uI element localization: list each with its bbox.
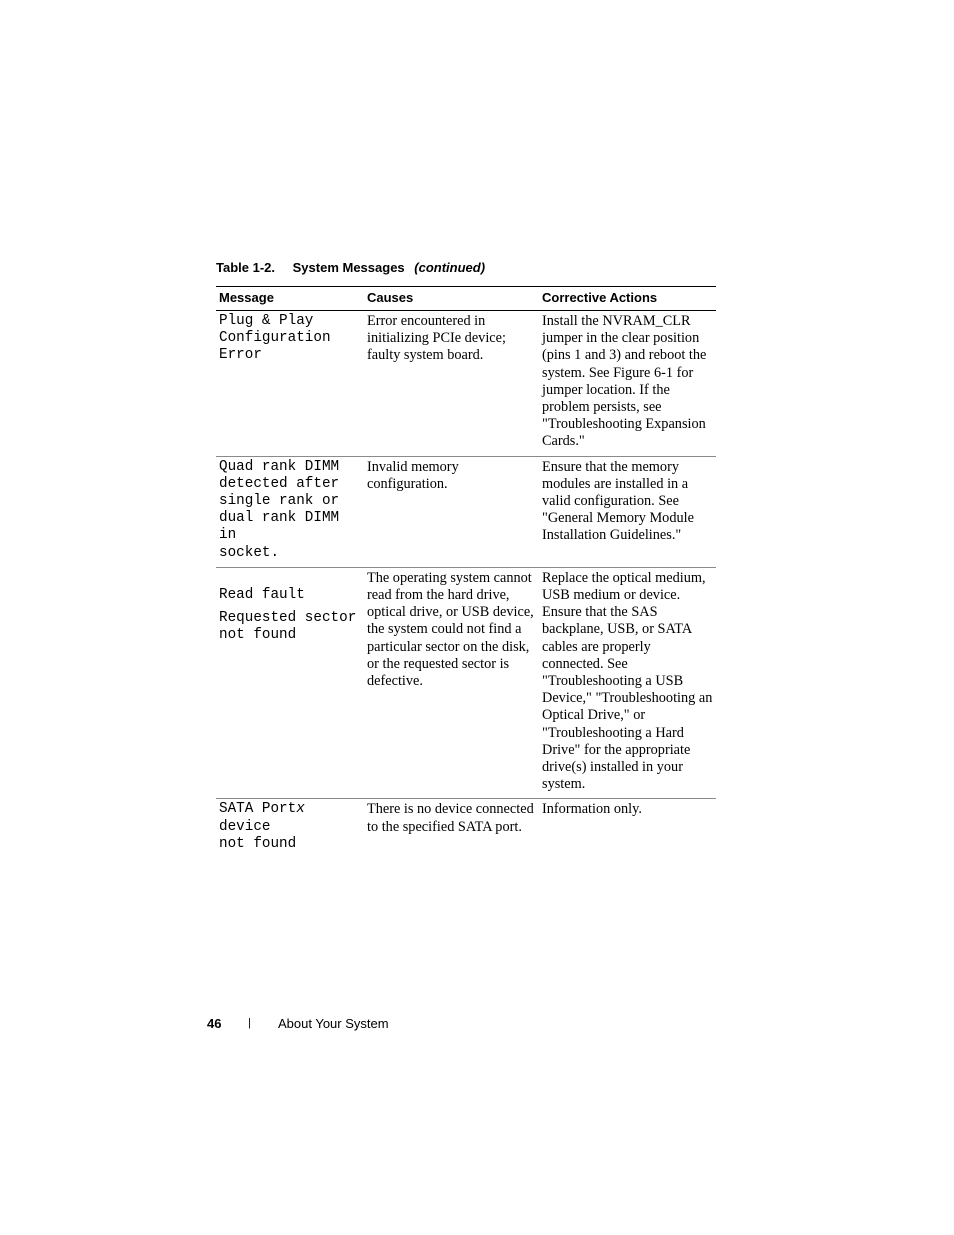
table-row — [216, 456, 716, 567]
system-messages-table — [216, 286, 716, 858]
message-text: SATA Port — [219, 801, 297, 818]
header-message: Message — [216, 287, 364, 311]
message-line: Requested sector not found — [219, 610, 357, 644]
table-row — [216, 799, 716, 858]
message-cell — [216, 567, 364, 799]
actions-cell: Install the NVRAM_CLR jumper in the clear position (pins 1 and 3) and reboot the system. See Figure 6-1 for jumper location. If the problem persists, see "Troubleshooting Expansion Cards." — [539, 311, 716, 457]
header-causes: Causes — [364, 287, 539, 311]
message-line: Read fault — [219, 587, 305, 604]
table-header-row — [216, 287, 716, 311]
causes-cell: There is no device connected to the specified SATA port. — [367, 801, 534, 835]
table-title: System Messages — [292, 260, 405, 275]
footer-separator: | — [248, 1017, 251, 1029]
message-cell — [216, 799, 364, 858]
actions-cell: Replace the optical medium, USB medium or device. Ensure that the SAS backplane, USB, or SATA cables are properly connected. See "Troubleshooting a USB Device," "Troubleshooting an Optical Drive," or "Troubleshooting a Hard Drive" for the appropriate drive(s) installed in your system. — [539, 567, 716, 799]
table-caption — [216, 260, 485, 275]
causes-cell: Error encountered in initializing PCIe device; faulty system board. — [364, 311, 539, 457]
actions-cell: Information only. — [542, 801, 642, 818]
message-cell: Quad rank DIMM detected after single rank or dual rank DIMM in socket. — [216, 456, 364, 567]
section-title: About Your System — [278, 1016, 389, 1031]
page-number: 46 — [207, 1016, 222, 1031]
actions-cell: Ensure that the memory modules are installed in a valid configuration. See "General Memory Module Installation Guidelines." — [539, 456, 716, 567]
continued-label: (continued) — [414, 260, 486, 275]
causes-cell: Invalid memory configuration. — [364, 456, 539, 567]
table-number: Table 1-2. — [216, 260, 276, 275]
table-row — [216, 311, 716, 457]
causes-cell: The operating system cannot read from the hard drive, optical drive, or USB device, the system could not find a particular sector on the disk, or the requested sector is defective. — [364, 567, 539, 799]
table-row — [216, 567, 716, 799]
message-variable: x — [296, 801, 305, 818]
message-text: device not found — [219, 818, 297, 852]
message-cell: Plug & Play Configuration Error — [216, 311, 364, 457]
header-corrective-actions: Corrective Actions — [539, 287, 716, 311]
